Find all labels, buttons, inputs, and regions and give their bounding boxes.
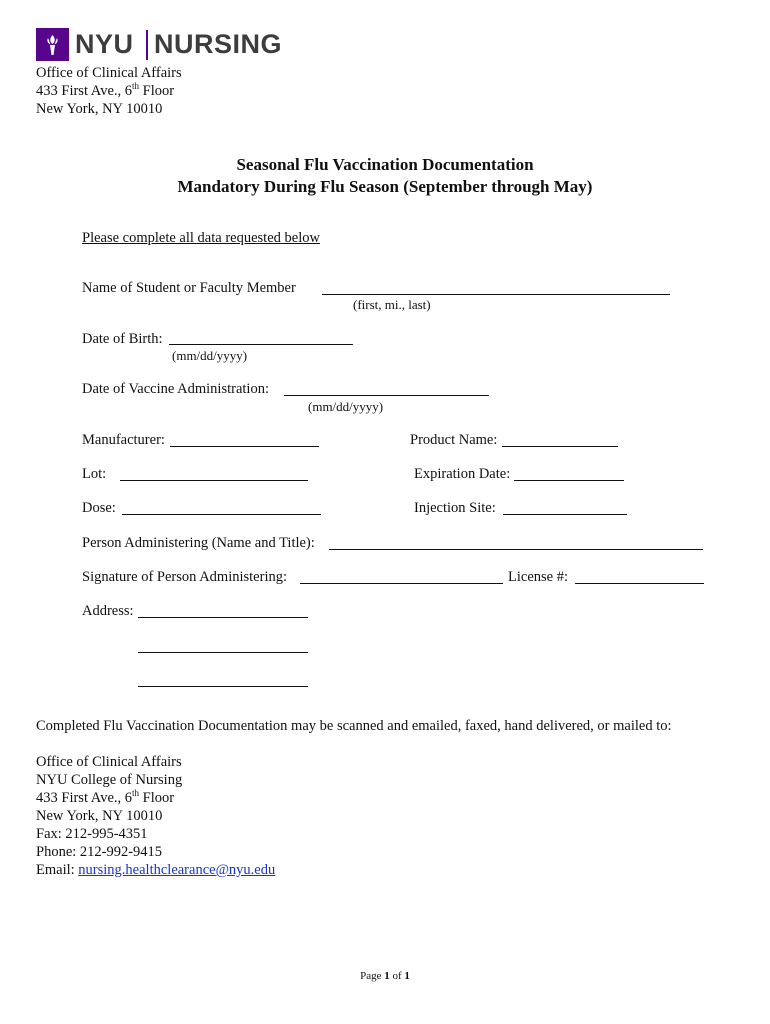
submission-text: Completed Flu Vaccination Documentation may be scanned and emailed, faxed, hand delivered, or mailed to: (36, 718, 672, 734)
dose-label: Dose: (82, 500, 116, 516)
submission-college: NYU College of Nursing (36, 772, 183, 788)
email-label: Email: (36, 862, 79, 878)
submission-office: Office of Clinical Affairs (36, 754, 182, 770)
submission-street: 433 First Ave., 6th Floor (36, 788, 175, 806)
lot-label: Lot: (82, 466, 107, 482)
address-field-line2[interactable] (138, 638, 308, 653)
logo-text-nursing: NURSING (154, 29, 283, 59)
injection-field[interactable] (503, 500, 627, 515)
signature-field[interactable] (300, 569, 503, 584)
form-subtitle: Mandatory During Flu Season (September through May) (177, 177, 593, 196)
address-field-line3[interactable] (138, 672, 308, 687)
email-link[interactable]: nursing.healthclearance@nyu.edu (78, 862, 276, 878)
product-label: Product Name: (410, 432, 498, 448)
injection-label: Injection Site: (414, 500, 496, 516)
page-number: Page 1 of 1 (360, 970, 410, 982)
dob-hint: (mm/dd/yyyy) (172, 348, 248, 363)
manufacturer-label: Manufacturer: (82, 432, 165, 448)
submission-phone: Phone: 212-992-9415 (36, 844, 163, 860)
logo-divider (146, 30, 148, 60)
person-label: Person Administering (Name and Title): (82, 535, 315, 551)
submission-city: New York, NY 10010 (36, 808, 163, 824)
person-field[interactable] (329, 535, 703, 550)
expiration-label: Expiration Date: (414, 466, 511, 482)
header-office: Office of Clinical Affairs (36, 65, 182, 81)
vaccine-date-hint: (mm/dd/yyyy) (308, 399, 384, 414)
dose-field[interactable] (122, 500, 321, 515)
name-field[interactable] (322, 280, 670, 295)
expiration-field[interactable] (514, 466, 624, 481)
name-hint: (first, mi., last) (353, 297, 431, 312)
license-field[interactable] (575, 569, 704, 584)
dob-label: Date of Birth: (82, 331, 163, 347)
header-city: New York, NY 10010 (36, 101, 163, 117)
submission-email-row (36, 861, 275, 879)
vaccine-date-label: Date of Vaccine Administration: (82, 381, 269, 397)
submission-fax: Fax: 212-995-4351 (36, 826, 148, 842)
manufacturer-field[interactable] (170, 432, 319, 447)
signature-label: Signature of Person Administering: (82, 569, 287, 585)
instructions: Please complete all data requested below (82, 230, 320, 246)
torch-icon (36, 28, 69, 61)
header-street: 433 First Ave., 6th Floor (36, 81, 175, 99)
address-field-line1[interactable] (138, 603, 308, 618)
address-label: Address: (82, 603, 134, 619)
nyu-torch-logo (36, 28, 69, 61)
license-label: License #: (508, 569, 568, 585)
lot-field[interactable] (120, 466, 308, 481)
vaccine-date-field[interactable] (284, 381, 489, 396)
dob-field[interactable] (169, 330, 353, 345)
product-field[interactable] (502, 432, 618, 447)
name-label: Name of Student or Faculty Member (82, 280, 296, 296)
form-title: Seasonal Flu Vaccination Documentation (236, 155, 534, 174)
logo-text-nyu: NYU (75, 29, 134, 59)
